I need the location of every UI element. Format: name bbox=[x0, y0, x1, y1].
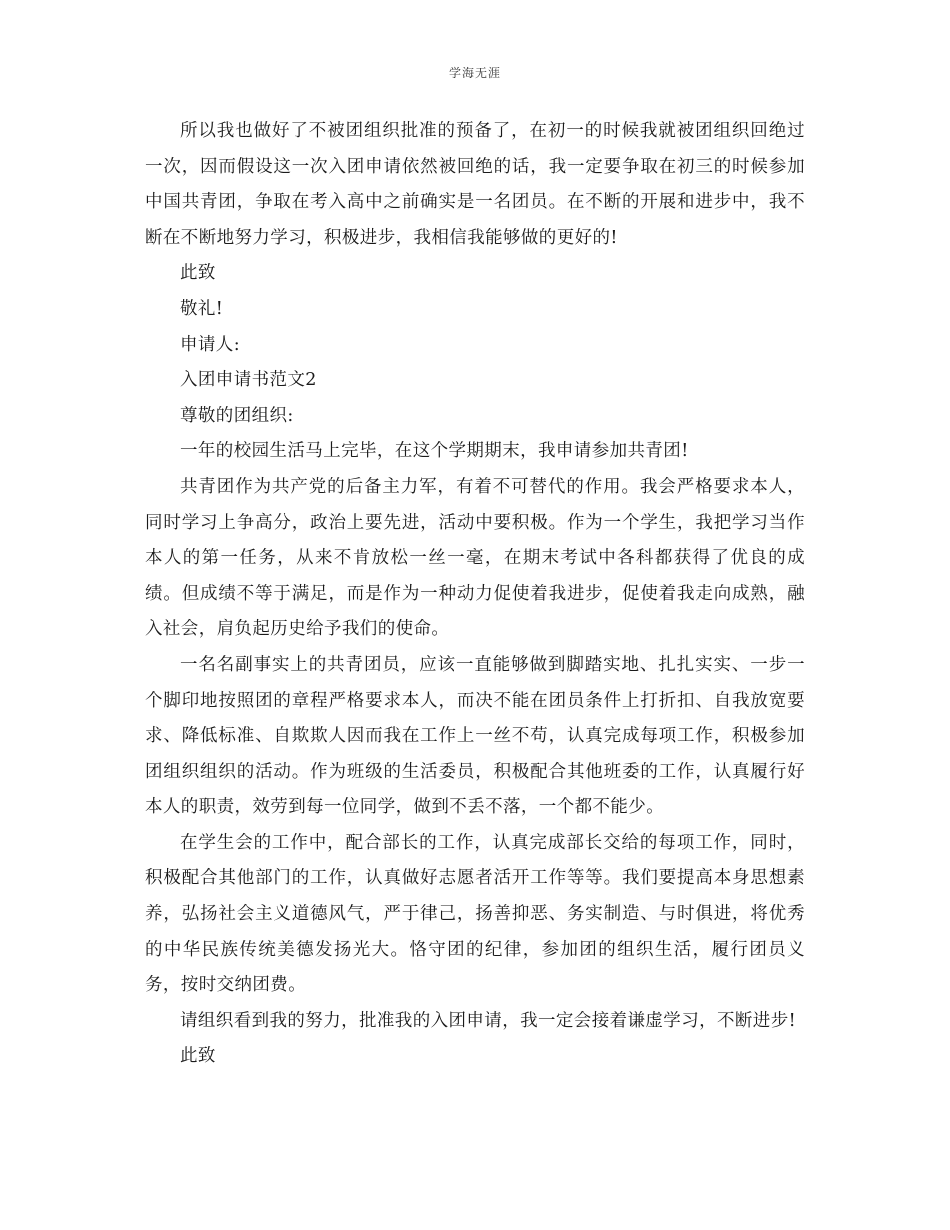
paragraph-intro: 一年的校园生活马上完毕，在这个学期期末，我申请参加共青团! bbox=[180, 441, 689, 462]
section-title: 入团申请书范文2 bbox=[180, 370, 317, 391]
paragraph-league-role: 共青团作为共产党的后备主力军，有着不可替代的作用。我会严格要求本人，同时学习上争高分，政治上要先进，活动中要积极。作为一个学生，我把学习当作本人的第一任务，从来不肯放松一丝一毫，在期末考试中各科都获得了优良的成绩。但成绩不等于满足，而是作为一种动力促使着我进步，促使着我走向成熟，融入社会，肩负起历史给予我们的使命。 bbox=[145, 476, 805, 640]
closing-salutation-2: 此致 bbox=[180, 1046, 216, 1067]
closing-salutation: 此致 bbox=[180, 263, 216, 284]
paragraph-preparation: 所以我也做好了不被团组织批准的预备了，在初一的时候我就被团组织回绝过一次，因而假设这一次入团申请依然被回绝的话，我一定要争取在初三的时候参加中国共青团，争取在考入高中之前确实是一名团员。在不断的开展和进步中，我不断在不断地努力学习，积极进步，我相信我能够做的更好的! bbox=[145, 121, 805, 248]
paragraph-member-duty: 一名名副事实上的共青团员，应该一直能够做到脚踏实地、扎扎实实、一步一个脚印地按照团的章程严格要求本人，而决不能在团员条件上打折扣、自我放宽要求、降低标准、自欺欺人因而我在工作上一丝不苟，认真完成每项工作，积极参加团组织组织的活动。作为班级的生活委员，积极配合其他班委的工作，认真履行好本人的职责，效劳到每一位同学，做到不丢不落，一个都不能少。 bbox=[145, 654, 805, 818]
document-body bbox=[145, 114, 805, 1075]
closing-respect: 敬礼! bbox=[180, 298, 224, 319]
greeting: 尊敬的团组织: bbox=[180, 405, 294, 426]
paragraph-request: 请组织看到我的努力，批准我的入团申请，我一定会接着谦虚学习，不断进步! bbox=[180, 1010, 797, 1031]
paragraph-student-union: 在学生会的工作中，配合部长的工作，认真完成部长交给的每项工作，同时，积极配合其他部门的工作，认真做好志愿者活开工作等等。我们要提高本身思想素养，弘扬社会主义道德风气，严于律己，扬善抑恶、务实制造、与时俱进，将优秀的中华民族传统美德发扬光大。恪守团的纪律，参加团的组织生活，履行团员义务，按时交纳团费。 bbox=[145, 832, 805, 996]
page-header: 学海无涯 bbox=[448, 66, 501, 80]
applicant-label: 申请人: bbox=[180, 334, 240, 355]
